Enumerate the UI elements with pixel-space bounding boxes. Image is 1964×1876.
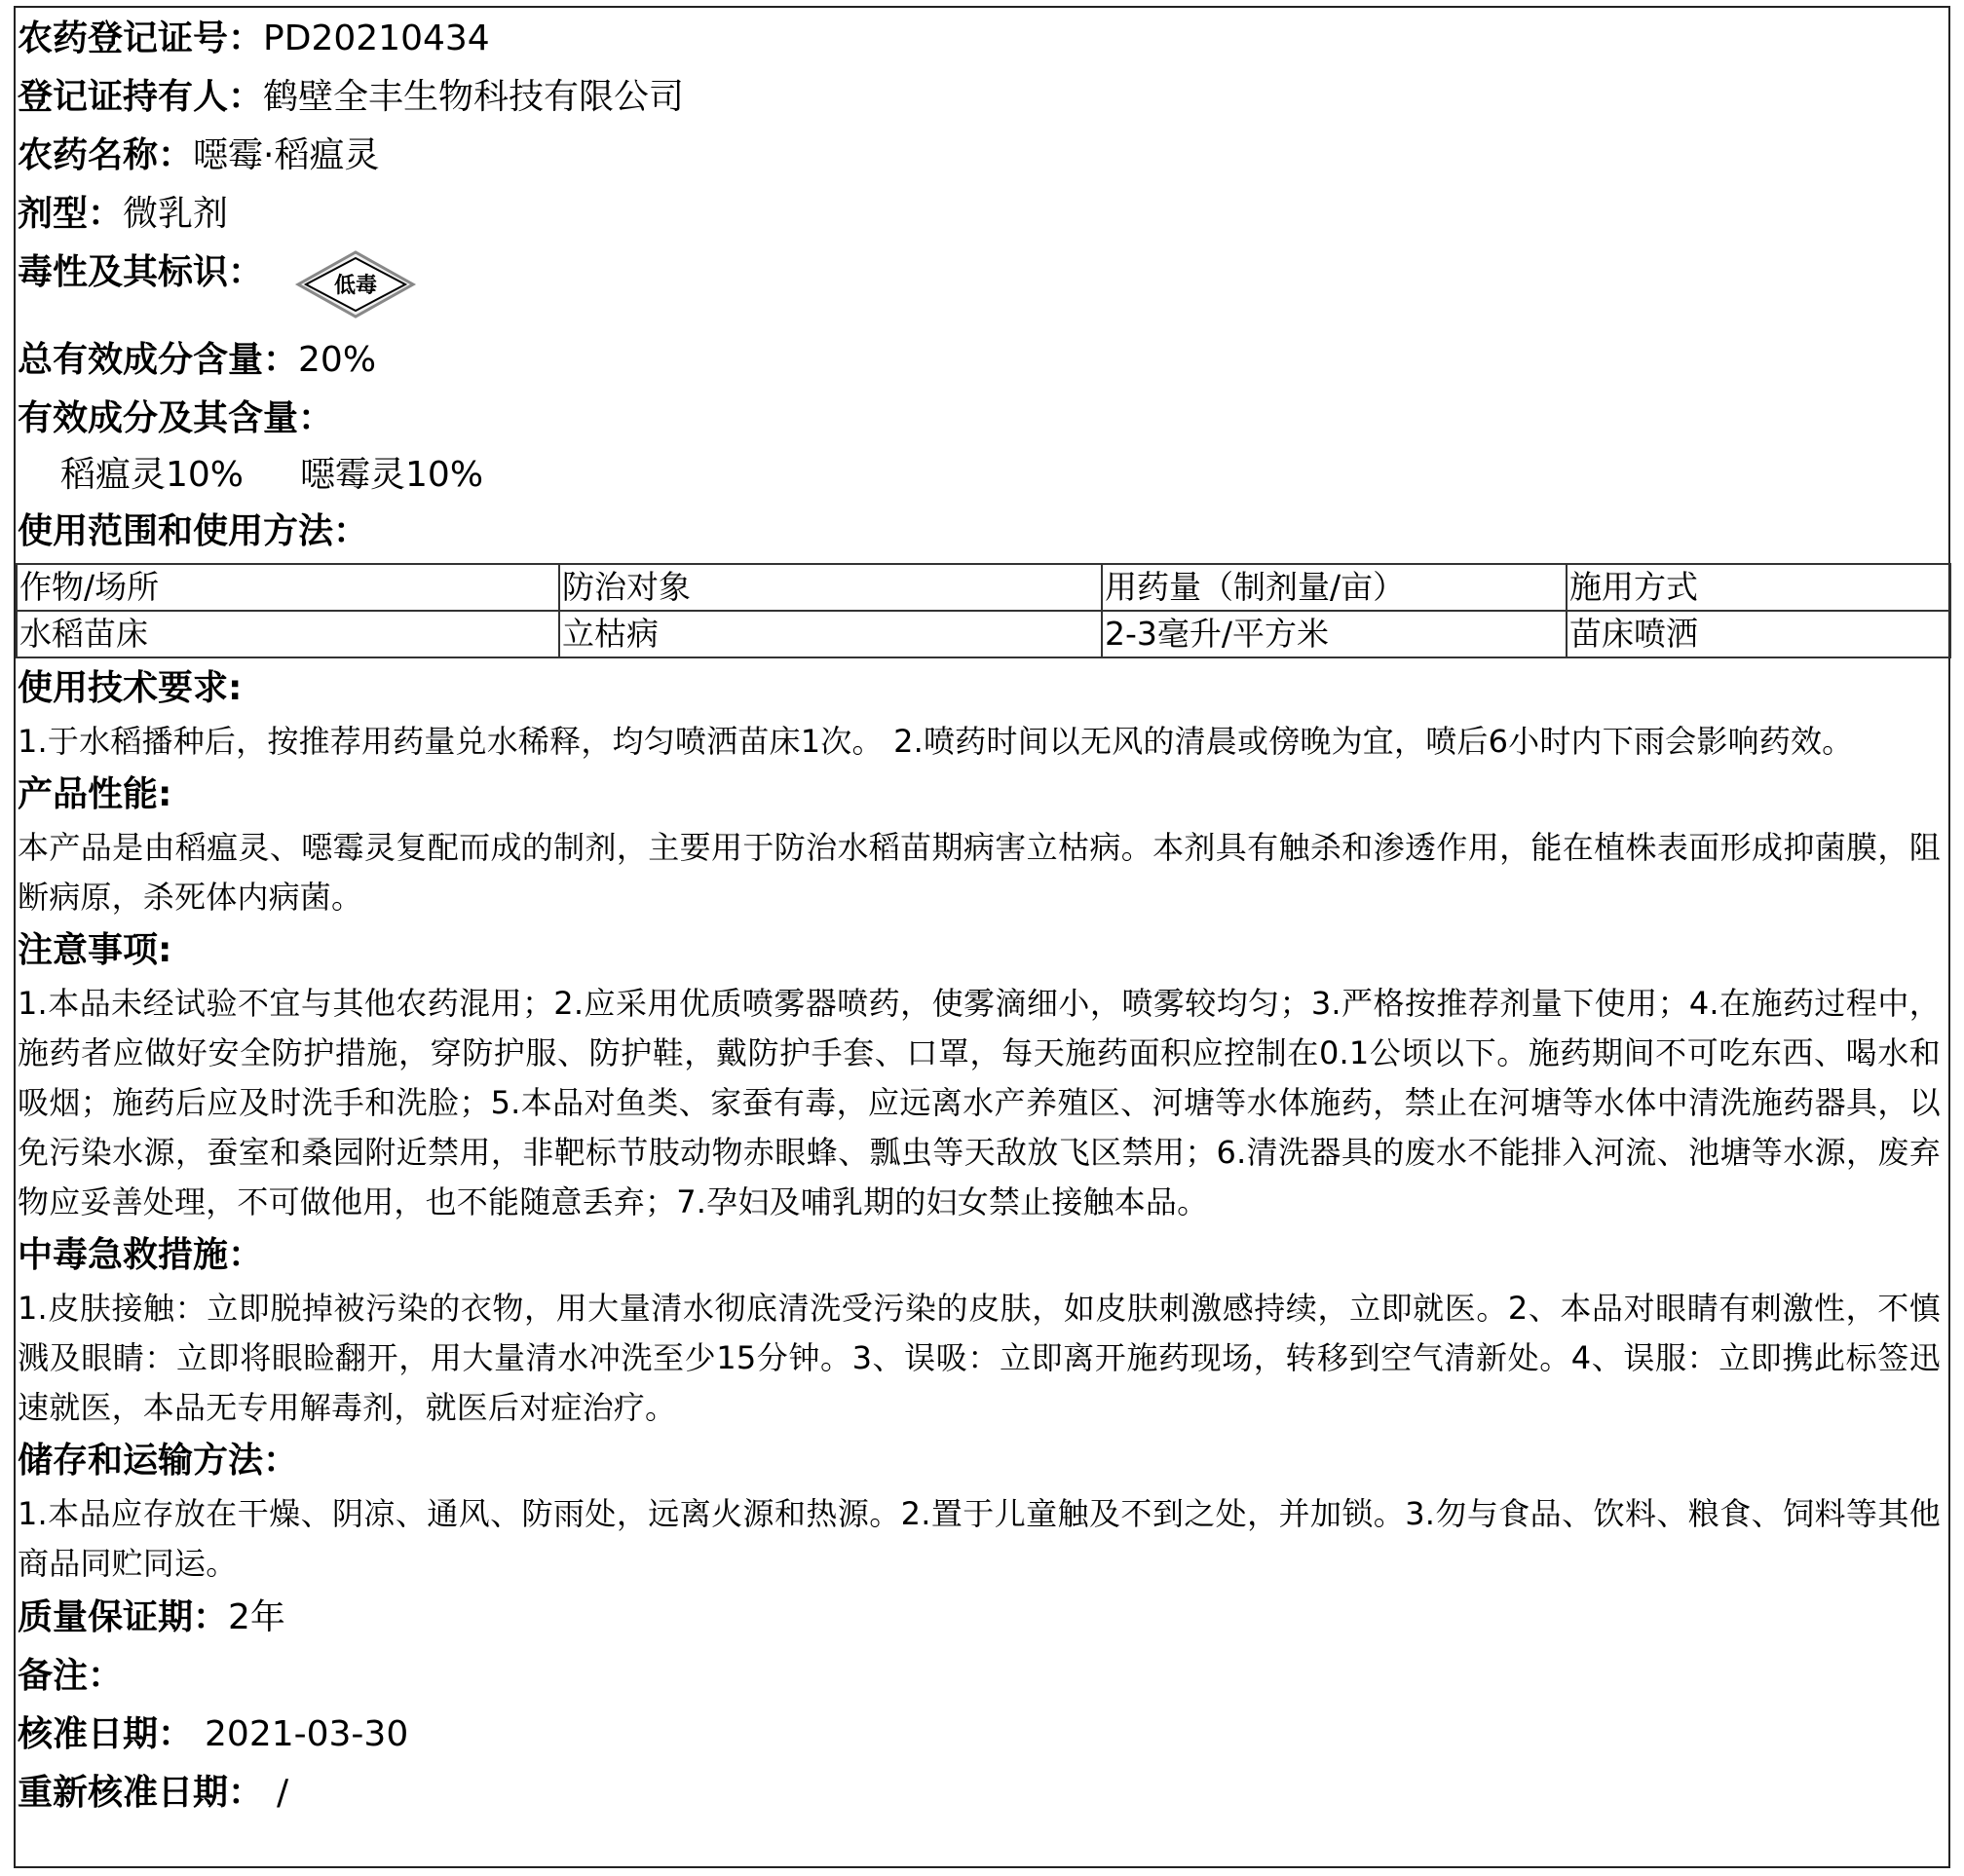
low-toxicity-icon xyxy=(292,249,419,319)
pesticide-name-row xyxy=(18,127,1948,185)
table-row xyxy=(17,611,1950,657)
pesticide-name: 噁霉·稻瘟灵 xyxy=(193,135,380,175)
registration-number: PD20210434 xyxy=(263,19,490,58)
table-cell: 立枯病 xyxy=(559,611,1102,657)
holder-row xyxy=(18,68,1948,127)
tech-requirements-title: 使用技术要求: xyxy=(18,668,243,708)
pesticide-registration-document xyxy=(18,10,1948,1822)
storage-title: 储存和运输方法： xyxy=(18,1441,299,1481)
formulation: 微乳剂 xyxy=(123,194,229,234)
table-cell: 水稻苗床 xyxy=(17,611,559,657)
table-header-cell: 用药量（制剂量/亩） xyxy=(1102,564,1567,611)
pesticide-name-label: 农药名称： xyxy=(18,135,194,175)
toxicity-label: 毒性及其标识： xyxy=(18,252,264,292)
table-header-cell: 防治对象 xyxy=(559,564,1102,611)
ingredients-list xyxy=(18,448,1948,503)
reapproval-date: / xyxy=(277,1773,289,1813)
registration-number-row xyxy=(18,10,1948,68)
scope-heading-row xyxy=(18,503,1948,561)
precautions-text: 1.本品未经试验不宜与其他农药混用；2.应采用优质喷雾器喷药，使雾滴细小，喷雾较均匀；3.严格按推荐剂量下使用；4.在施药过程中，施药者应做好安全防护措施，穿防护服、防护鞋，戴防护手套、口罩，每天施药面积应控制在0.1公顷以下。施药期间不可吃东西、喝水和吸烟；施药后应及时洗手和洗脸；5.本品对鱼类、家蚕有毒，应远离水产养殖区、河塘等水体施药，禁止在河塘等水体中清洗施药器具，以免污染水源，蚕室和桑园附近禁用，非靶标节肢动物赤眼蜂、瓢虫等天敌放飞区禁用；6.清洗器具的废水不能排入河流、池塘等水源，废弃物应妥善处理，不可做他用，也不能随意丢弃；7.孕妇及哺乳期的妇女禁止接触本品。 xyxy=(18,985,1941,1220)
reapproval-date-label: 重新核准日期： xyxy=(18,1773,264,1813)
reapproval-date-row xyxy=(18,1764,1948,1822)
ingredients-label: 有效成分及其含量： xyxy=(18,398,334,438)
ingredient-item: 噁霉灵10% xyxy=(300,455,484,495)
product-performance-text: 本产品是由稻瘟灵、噁霉灵复配而成的制剂，主要用于防治水稻苗期病害立枯病。本剂具有触杀和渗透作用，能在植株表面形成抑菌膜，阻断病原，杀死体内病菌。 xyxy=(18,829,1941,916)
usage-table xyxy=(16,563,1951,658)
shelf-life: 2年 xyxy=(228,1597,285,1637)
first-aid-title: 中毒急救措施： xyxy=(18,1235,264,1275)
toxicity-row xyxy=(18,244,1948,331)
scope-label: 使用范围和使用方法： xyxy=(18,511,369,551)
product-performance-title: 产品性能: xyxy=(18,774,172,814)
ingredient-item: 稻瘟灵10% xyxy=(60,455,245,495)
formulation-label: 剂型： xyxy=(18,194,124,234)
first-aid-text: 1.皮肤接触：立即脱掉被污染的衣物，用大量清水彻底清洗受污染的皮肤，如皮肤刺激感持续，立即就医。2、本品对眼睛有刺激性，不慎溅及眼睛：立即将眼睑翻开，用大量清水冲洗至少15分钟。3、误吸：立即离开施药现场，转移到空气清新处。4、误服：立即携此标签迅速就医，本品无专用解毒剂，就医后对症治疗。 xyxy=(18,1290,1941,1426)
total-content-row xyxy=(18,331,1948,390)
shelf-life-row xyxy=(18,1589,1948,1647)
table-cell: 2-3毫升/平方米 xyxy=(1102,611,1567,657)
approval-date: 2021-03-30 xyxy=(205,1714,409,1754)
toxicity-badge-text: 低毒 xyxy=(333,273,378,298)
remark-label: 备注： xyxy=(18,1656,124,1696)
approval-date-label: 核准日期： xyxy=(18,1714,194,1754)
table-header-cell: 作物/场所 xyxy=(17,564,559,611)
precautions-title: 注意事项: xyxy=(18,930,172,970)
usage-table-header xyxy=(17,564,1950,611)
ingredients-heading-row xyxy=(18,390,1948,448)
tech-requirements-text: 1.于水稻播种后，按推荐用药量兑水稀释，均匀喷洒苗床1次。 2.喷药时间以无风的清晨或傍晚为宜，喷后6小时内下雨会影响药效。 xyxy=(18,723,1854,760)
holder-label: 登记证持有人： xyxy=(18,77,264,117)
formulation-row xyxy=(18,185,1948,244)
approval-date-row xyxy=(18,1706,1948,1764)
table-header-cell: 施用方式 xyxy=(1567,564,1950,611)
table-cell: 苗床喷洒 xyxy=(1567,611,1950,657)
storage-text: 1.本品应存放在干燥、阴凉、通风、防雨处，远离火源和热源。2.置于儿童触及不到之处，并加锁。3.勿与食品、饮料、粮食、饲料等其他商品同贮同运。 xyxy=(18,1495,1941,1582)
total-content-label: 总有效成分含量： xyxy=(18,340,299,380)
total-content: 20% xyxy=(298,340,377,380)
remark-row xyxy=(18,1647,1948,1706)
shelf-life-label: 质量保证期： xyxy=(18,1597,229,1637)
holder-name: 鹤壁全丰生物科技有限公司 xyxy=(263,77,685,117)
registration-number-label: 农药登记证号： xyxy=(18,19,264,58)
